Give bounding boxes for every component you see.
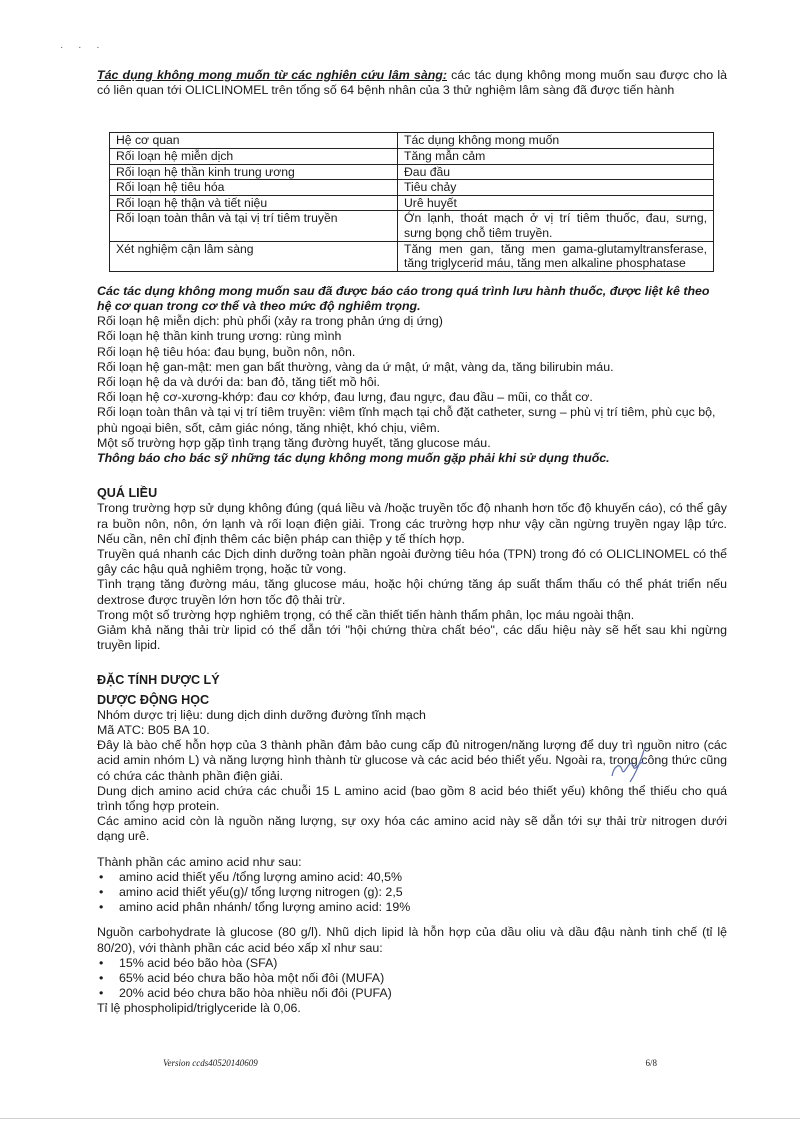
- table-row: [110, 195, 714, 211]
- amino-list: [97, 870, 727, 916]
- postmarketing-line: Rối loạn hệ thần kinh trung ương: rùng mình: [97, 329, 342, 344]
- table-cell: Rối loạn hệ miễn dịch: [110, 149, 398, 165]
- list-item: • amino acid thiết yếu(g)/ tổng lượng nitrogen (g): 2,5: [97, 885, 727, 900]
- table-cell: Tăng mẫn cảm: [398, 149, 714, 165]
- table-cell: Rối loạn toàn thân và tại vị trí tiêm truyền: [110, 211, 398, 241]
- document-page: [97, 68, 727, 1017]
- adverse-effects-table: [109, 132, 714, 271]
- postmarketing-line: Một số trường hợp gặp tình trạng tăng đường huyết, tăng glucose máu.: [97, 435, 491, 450]
- table-header-row: [110, 133, 714, 149]
- pharm-paragraph: Dung dịch amino acid chứa các chuỗi 15 L amino acid (bao gồm 8 acid béo thiết yếu) không thể thiếu cho quá trình tổng hợp protein.: [97, 783, 727, 814]
- table-cell: Rối loạn hệ thần kinh trung ương: [110, 164, 398, 180]
- carbohydrate-paragraph: Nguồn carbohydrate là glucose (80 g/l). Nhũ dịch lipid là hỗn hợp của dầu oliu và dầu đậu nành tinh chế (tỉ lệ 80/20), với thành phần các acid béo xấp xỉ như sau:: [97, 925, 727, 955]
- postmarketing-heading: Các tác dụng không mong muốn sau đã được báo cáo trong quá trình lưu hành thuốc, được liệt kê theo hệ cơ quan trong cơ thể và theo mức độ nghiêm trọng.: [97, 283, 710, 313]
- table-row: [110, 211, 714, 241]
- table-header-cell: Hệ cơ quan: [110, 133, 398, 149]
- scan-dots: · · ·: [60, 42, 106, 53]
- table-cell: Rối loạn hệ tiêu hóa: [110, 180, 398, 196]
- table-cell: Tiêu chảy: [398, 180, 714, 196]
- postmarketing-line: Rối loạn hệ gan-mật: men gan bất thường, vàng da ứ mật, ứ mật, vàng da, tăng bilirubin máu.: [97, 359, 614, 374]
- table-cell: Đau đầu: [398, 164, 714, 180]
- overdose-paragraph: Tình trạng tăng đường máu, tăng glucose máu, hoặc hội chứng tăng áp suất thẩm thấu có thể phát triển nếu dextrose được truyền lớn hơn tốc độ thải trừ.: [97, 577, 727, 607]
- table-row: [110, 241, 714, 271]
- fatty-acid-list: [97, 956, 727, 1002]
- table-row: [110, 149, 714, 165]
- postmarketing-line: Rối loạn hệ da và dưới da: ban đỏ, tăng tiết mồ hôi.: [97, 374, 381, 389]
- handwritten-signature-mark: [600, 736, 660, 792]
- table-cell: Xét nghiệm cận lâm sàng: [110, 241, 398, 271]
- list-item: • amino acid phân nhánh/ tổng lượng amino acid: 19%: [97, 900, 727, 915]
- overdose-paragraph: Trong trường hợp sử dụng không đúng (quá liều và /hoặc truyền tốc độ nhanh hơn tốc độ khuyến cáo), có thể gây ra buồn nôn, nôn, ớn lạnh và rối loạn điện giải. Trong các trường hợp như vậy cần ngừng truyền ngay lập tức. Nếu cần, nên chỉ định thêm các biện pháp can thiệp y tế thích hợp.: [97, 501, 727, 546]
- ratio-line: Tỉ lệ phospholipid/triglyceride là 0,06.: [97, 1001, 301, 1016]
- table-row: [110, 164, 714, 180]
- overdose-paragraph: Giảm khả năng thải trừ lipid có thể dẫn tới "hội chứng thừa chất béo", các dấu hiệu này sẽ hết sau khi ngừng truyền lipid.: [97, 623, 727, 653]
- table-cell: Ớn lạnh, thoát mạch ở vị trí tiêm thuốc, đau, sưng, sưng bọng chỗ tiêm truyền.: [398, 211, 714, 241]
- page-number: 6/8: [645, 1058, 657, 1068]
- table-cell: Urê huyết: [398, 195, 714, 211]
- list-item: • 15% acid béo bão hòa (SFA): [97, 956, 727, 971]
- list-item: • amino acid thiết yếu /tổng lượng amino acid: 40,5%: [97, 870, 727, 885]
- page-footer: [163, 1056, 657, 1071]
- postmarketing-notice: Thông báo cho bác sỹ những tác dụng không mong muốn gặp phải khi sử dụng thuốc.: [97, 450, 610, 465]
- postmarketing-line: Rối loạn hệ tiêu hóa: đau bụng, buồn nôn, nôn.: [97, 344, 356, 359]
- intro-text: các tác dụng không mong muốn sau được cho là có liên quan tới OLICLINOMEL trên tổng số 64 bệnh nhân của 3 thử nghiệm lâm sàng đã được tiến hành: [97, 68, 727, 98]
- scan-line-divider: [0, 1118, 800, 1119]
- pharm-paragraph: Các amino acid còn là nguồn năng lượng, sự oxy hóa các amino acid này sẽ dẫn tới sự thải trừ nitrogen dưới dạng urê.: [97, 814, 727, 844]
- postmarketing-line: Rối loạn toàn thân và tại vị trí tiêm truyền: viêm tĩnh mạch tại chỗ đặt catheter, sưng – phù vị trí tiêm, phù cục bộ, phù ngoại biên, sốt, cảm giác nóng, tăng nhiệt, khó chịu, viêm.: [97, 405, 716, 435]
- pharmacokinetics-subheading: DƯỢC ĐỘNG HỌC: [97, 692, 210, 707]
- pharmacology-heading: ĐẶC TÍNH DƯỢC LÝ: [97, 673, 220, 688]
- pharm-line: Mã ATC: B05 BA 10.: [97, 723, 210, 738]
- postmarketing-line: Rối loạn hệ miễn dịch: phù phổi (xảy ra trong phản ứng dị ứng): [97, 314, 443, 329]
- amino-intro: Thành phần các amino acid như sau:: [97, 854, 302, 869]
- intro-paragraph: [97, 68, 727, 98]
- pharm-paragraph: Đây là bào chế hỗn hợp của 3 thành phần đảm bảo cung cấp đủ nitrogen/năng lượng để duy trì nguồn nitro (các acid amin nhóm L) và năng lượng hình thành từ glucose và các acid béo thiết yếu. Ngoài ra, trong công thức cũng có chứa các thành phần điện giải.: [97, 738, 727, 783]
- table-row: [110, 180, 714, 196]
- list-item: • 65% acid béo chưa bão hòa một nối đôi (MUFA): [97, 971, 727, 986]
- table-header-cell: Tác dụng không mong muốn: [398, 133, 714, 149]
- overdose-paragraph: Truyền quá nhanh các Dịch dinh dưỡng toàn phần ngoài đường tiêu hóa (TPN) trong đó có OLICLINOMEL có thể gây các hậu quả nghiêm trọng, hoặc tử vong.: [97, 547, 727, 577]
- overdose-paragraph: Trong một số trường hợp nghiêm trọng, có thể cần thiết tiến hành thẩm phân, lọc máu ngoài thận.: [97, 607, 635, 622]
- list-item: • 20% acid béo chưa bão hòa nhiều nối đôi (PUFA): [97, 986, 727, 1001]
- version-text: Version ccds40520140609: [163, 1058, 258, 1068]
- intro-heading: Tác dụng không mong muốn từ các nghiên cứu lâm sàng:: [97, 68, 447, 82]
- table-cell: Rối loạn hệ thận và tiết niệu: [110, 195, 398, 211]
- overdose-heading: QUÁ LIỀU: [97, 486, 158, 501]
- table-cell: Tăng men gan, tăng men gama-glutamyltransferase, tăng triglycerid máu, tăng men alkaline phosphatase: [398, 241, 714, 271]
- pharm-line: Nhóm dược trị liệu: dung dịch dinh dưỡng đường tĩnh mạch: [97, 707, 426, 722]
- postmarketing-line: Rối loạn hệ cơ-xương-khớp: đau cơ khớp, đau lưng, đau ngực, đau đầu – mũi, co thắt cơ.: [97, 390, 593, 405]
